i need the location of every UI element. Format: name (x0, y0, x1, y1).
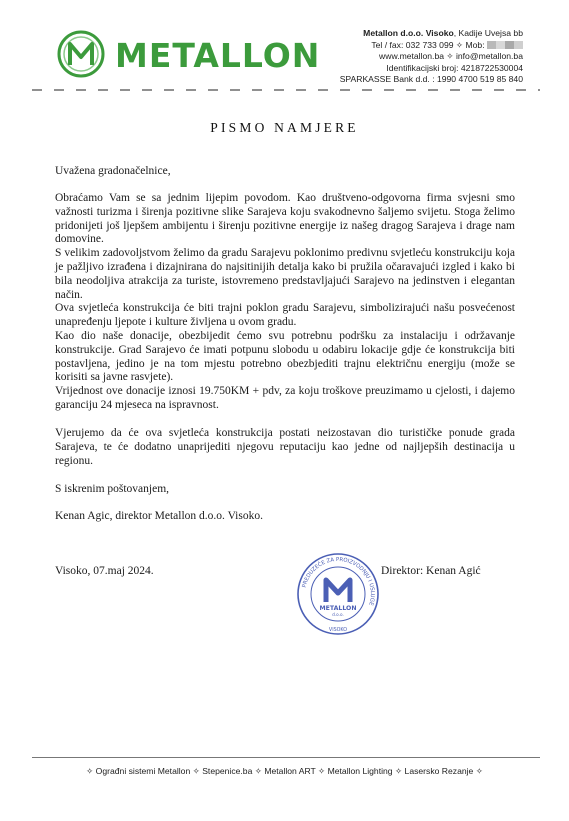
place-date: Visoko, 07.maj 2024. (55, 565, 154, 577)
company-info (263, 28, 523, 86)
phone-line (263, 40, 523, 52)
header-dashed-divider (32, 89, 540, 91)
closing-paragraph (55, 427, 515, 468)
company-name: Metallon d.o.o. Visoko (363, 28, 454, 38)
letter-body (55, 192, 515, 413)
company-stamp (296, 552, 380, 636)
stamp-ring-text: PREDUZEĆE ZA PROIZVODNJU I USLUGE (301, 556, 376, 607)
company-name-line (263, 28, 523, 40)
web-line: www.metallon.ba ✧ info@metallon.ba (379, 51, 523, 62)
stamp-city: VISOKO (328, 628, 348, 633)
footer-services: ✧ Ograđni sistemi Metallon ✧ Stepenice.ba ✧ Metallon ART ✧ Metallon Lighting ✧ Lasersko Rezanje ✧ (86, 766, 483, 776)
metallon-m-icon (57, 30, 105, 78)
phone-label: Tel / fax: 032 733 099 ✧ Mob: (371, 39, 485, 50)
id-line: Identifikacijski broj: 4218722530004 (386, 62, 523, 73)
logo-wordmark: METALLON (115, 36, 321, 75)
paragraph: Kao dio naše donacije, obezbijedit ćemo svu potrebnu podršku za instalaciju i održavanje konstrukcije. Grad Sarajevo će imati potpunu slobodu u odabiru lokacije gdje će konstrukcija biti postavljena, jedino je na tom mjestu potrebno obezbjediti trajnu električnu energiju (može se korisiti sa javne rasvjete). (55, 329, 515, 384)
director-signature: Direktor: Kenan Agić (381, 565, 481, 577)
company-address: , Kadije Uvejsa bb (453, 28, 523, 38)
closing-line: S iskrenim poštovanjem, (55, 483, 170, 495)
stamp-m-icon (326, 580, 350, 602)
redacted-mobile-number (487, 41, 523, 49)
paragraph: Obraćamo Vam se sa jednim lijepim povodom. Kao društveno-odgovorna firma svjesni smo važnosti turizma i širenja pozitivne slike Sarajeva koju svakodnevno šaljemo svijetu. Stoga želimo pridonijeti još ljepšem ambijentu i širenju pozitivne energije iz našeg dragog Sarajeva i drage nam domovine. (55, 192, 515, 246)
signoff-line: Kenan Agic, direktor Metallon d.o.o. Visoko. (55, 510, 263, 522)
stamp-name: METALLON (319, 605, 357, 612)
paragraph: S velikim zadovoljstvom želimo da gradu Sarajevu poklonimo predivnu svjetleću konstrukciju koja je pažljivo izrađena i dizajnirana do najsitinijih detalja kako bi pružila očaravajući izgled i kako bi bila neodoljiva atrakcija za turiste, istovremeno predstavljajući Sarajevo na jedinstven i elegantan način. (55, 247, 515, 301)
bank-line: SPARKASSE Bank d.d. : 1990 4700 519 85 840 (339, 74, 523, 85)
paragraph: Vjerujemo da će ova svjetleća konstrukcija postati neizostavan dio turističke ponude grada Sarajeva, te će dodatno unaprijediti njegovu reputaciju kao jedne od najljepših destinacija u regionu. (55, 427, 515, 467)
stamp-sub: d.o.o. (332, 612, 344, 617)
letter-greeting: Uvažena gradonačelnice, (55, 165, 171, 177)
paragraph: Ova svjetleća konstrukcija će biti trajni poklon gradu Sarajevu, simbolizirajući našu posvećenost unapređenju ljepote i kulture življena u ovom gradu. (55, 302, 515, 329)
paragraph: Vrijednost ove donacije iznosi 19.750KM + pdv, za koju troškove preuzimamo u cjelosti, i dajemo garanciju 24 mjeseca na ispravnost. (55, 385, 515, 411)
letter-title: PISMO NAMJERE (210, 120, 359, 135)
footer-divider (32, 757, 540, 758)
